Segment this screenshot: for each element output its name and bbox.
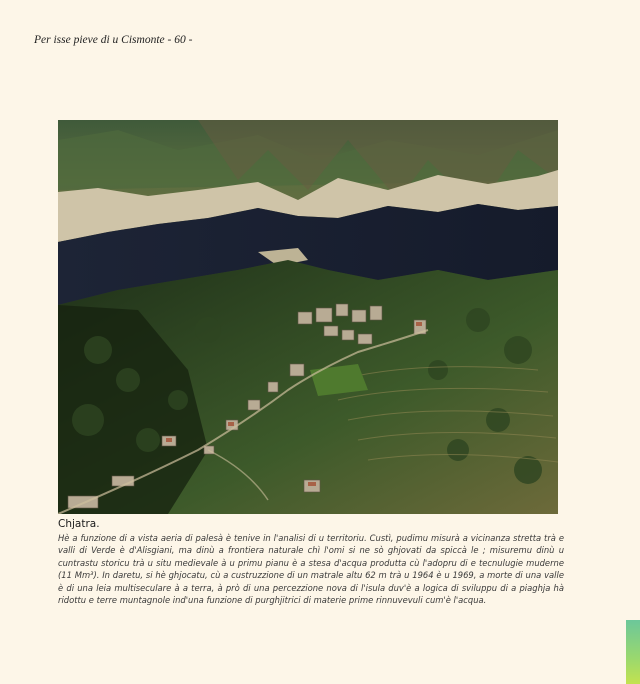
caption-body: Hè a funzione di a vista aeria di palesà è tenive in l'analisi di u territoriu. Custì, pudimu misurà a vicinanza stretta trà e valli di Verde è d'Alisgiani, ma dinù a frontiera naturale chì l'omi si ne sò ghjovati da spiccà le ; misuremu dinù u cuntrastu storicu trà u situ medievale à u primu pianu è a stesa d'acqua produtta cù l'adopru di e tecnulugie muderne (11 Mm³). In daretu, si hè ghjocatu, cù a custruzzione di un matrale altu 62 m trà u 1964 è u 1969, a morte di una valle è di una leia multiseculare à a terra, à prò di una percezzione nova di l'isula duv'è a logica di sviluppu di a piaghja hà ridottu e terre muntagnole ind'una funzione di purghjitrici di materie prime rinnuvevuli cum'è l'acqua.: [58, 533, 564, 606]
caption-title: Chjatra.: [58, 518, 100, 530]
aerial-photo: [58, 120, 558, 514]
running-header: Per isse pieve di u Cismonte - 60 -: [34, 34, 193, 46]
section-tab: [626, 620, 640, 684]
aerial-photo-illustration: [58, 120, 558, 514]
